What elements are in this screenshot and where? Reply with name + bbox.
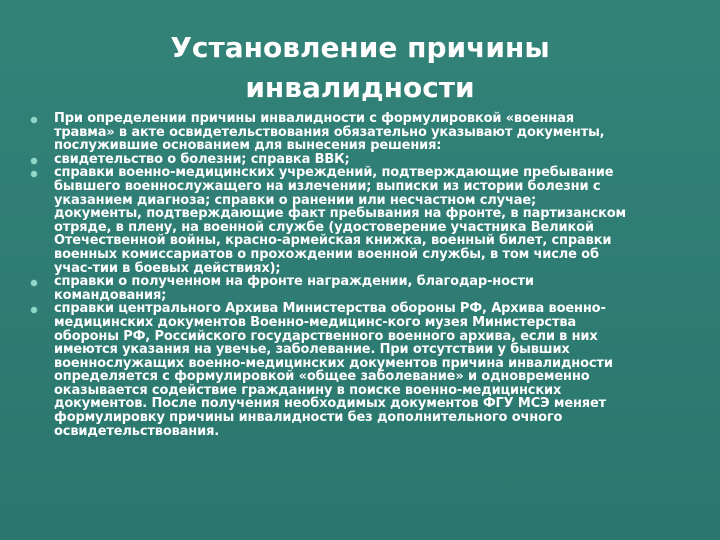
bullet-dot-icon	[31, 307, 37, 313]
bullet-text	[54, 112, 700, 153]
bullet-dot-icon	[31, 280, 37, 286]
bullet-text-line: бывшего военнослужащего на излечении; выписки из истории болезни с	[54, 178, 601, 194]
bullet-text-line: имеются указания на увечье, заболевание. При отсутствии у бывших	[54, 342, 570, 358]
bullet-dot-icon	[31, 171, 37, 177]
bullet-text-line: командования;	[54, 287, 167, 303]
bullet-text-line: учас-тии в боевых действиях);	[54, 260, 281, 276]
bullet-text-line: документов. После получения необходимых документов ФГУ МСЭ меняет	[54, 396, 607, 412]
bullet-text-line: указанием диагноза; справки о ранении или несчастном случае;	[54, 192, 537, 208]
bullet-text-line: травма» в акте освидетельствования обязательно указывают документы,	[54, 124, 605, 140]
bullet-text-line: справки о полученном на фронте награждении, благодар-ности	[54, 274, 534, 290]
slide-title	[100, 28, 620, 108]
bullet-text	[54, 166, 700, 275]
bullet-text-line: оказывается содействие гражданину в поиске военно-медицинских	[54, 382, 562, 398]
bullet-text-line: военнослужащих военно-медицинских документов причина инвалидности	[54, 355, 613, 371]
bullet-text-line: определяется с формулировкой «общее заболевание» и одновременно	[54, 369, 590, 385]
bullet-text-line: освидетельствования.	[54, 423, 220, 439]
bullet-text-line: справки военно-медицинских учреждений, подтверждающие пребывание	[54, 165, 614, 181]
bullet-item	[30, 275, 710, 302]
bullet-item	[30, 112, 710, 153]
bullet-text-line: отряде, в плену, на военной службе (удостоверение участника Великой	[54, 219, 594, 235]
bullet-item	[30, 166, 710, 275]
bullet-dot-icon	[31, 158, 37, 164]
slide-title-line: инвалидности	[245, 71, 475, 104]
bullet-text-line: медицинских документов Военно-медицинс-кого музея Министерства	[54, 314, 577, 330]
bullet-text	[54, 302, 700, 438]
bullet-item	[30, 153, 710, 167]
bullet-text-line: При определении причины инвалидности с формулировкой «военная	[54, 111, 574, 126]
bullet-text-line: обороны РФ, Российского государственного военного архива, если в них	[54, 328, 598, 344]
bullet-dot-icon	[31, 117, 37, 123]
bullet-list	[30, 112, 710, 438]
bullet-text-line: свидетельство о болезни; справка ВВК;	[54, 151, 350, 167]
bullet-text-line: военных комиссариатов о прохождении военной службы, в том числе об	[54, 246, 599, 262]
slide-title-line: Установление причины	[170, 31, 550, 64]
bullet-text	[54, 275, 700, 302]
bullet-text-line: документы, подтверждающие факт пребывания на фронте, в партизанском	[54, 206, 627, 222]
bullet-text	[54, 153, 700, 167]
bullet-text-line: формулировку причины инвалидности без дополнительного очного	[54, 410, 563, 426]
bullet-text-line: справки центрального Архива Министерства обороны РФ, Архива военно-	[54, 301, 606, 317]
bullet-text-line: Отечественной войны, красно-армейская книжка, военный билет, справки	[54, 233, 612, 249]
bullet-item	[30, 302, 710, 438]
bullet-text-line: послужившие основанием для вынесения решения:	[54, 138, 442, 154]
